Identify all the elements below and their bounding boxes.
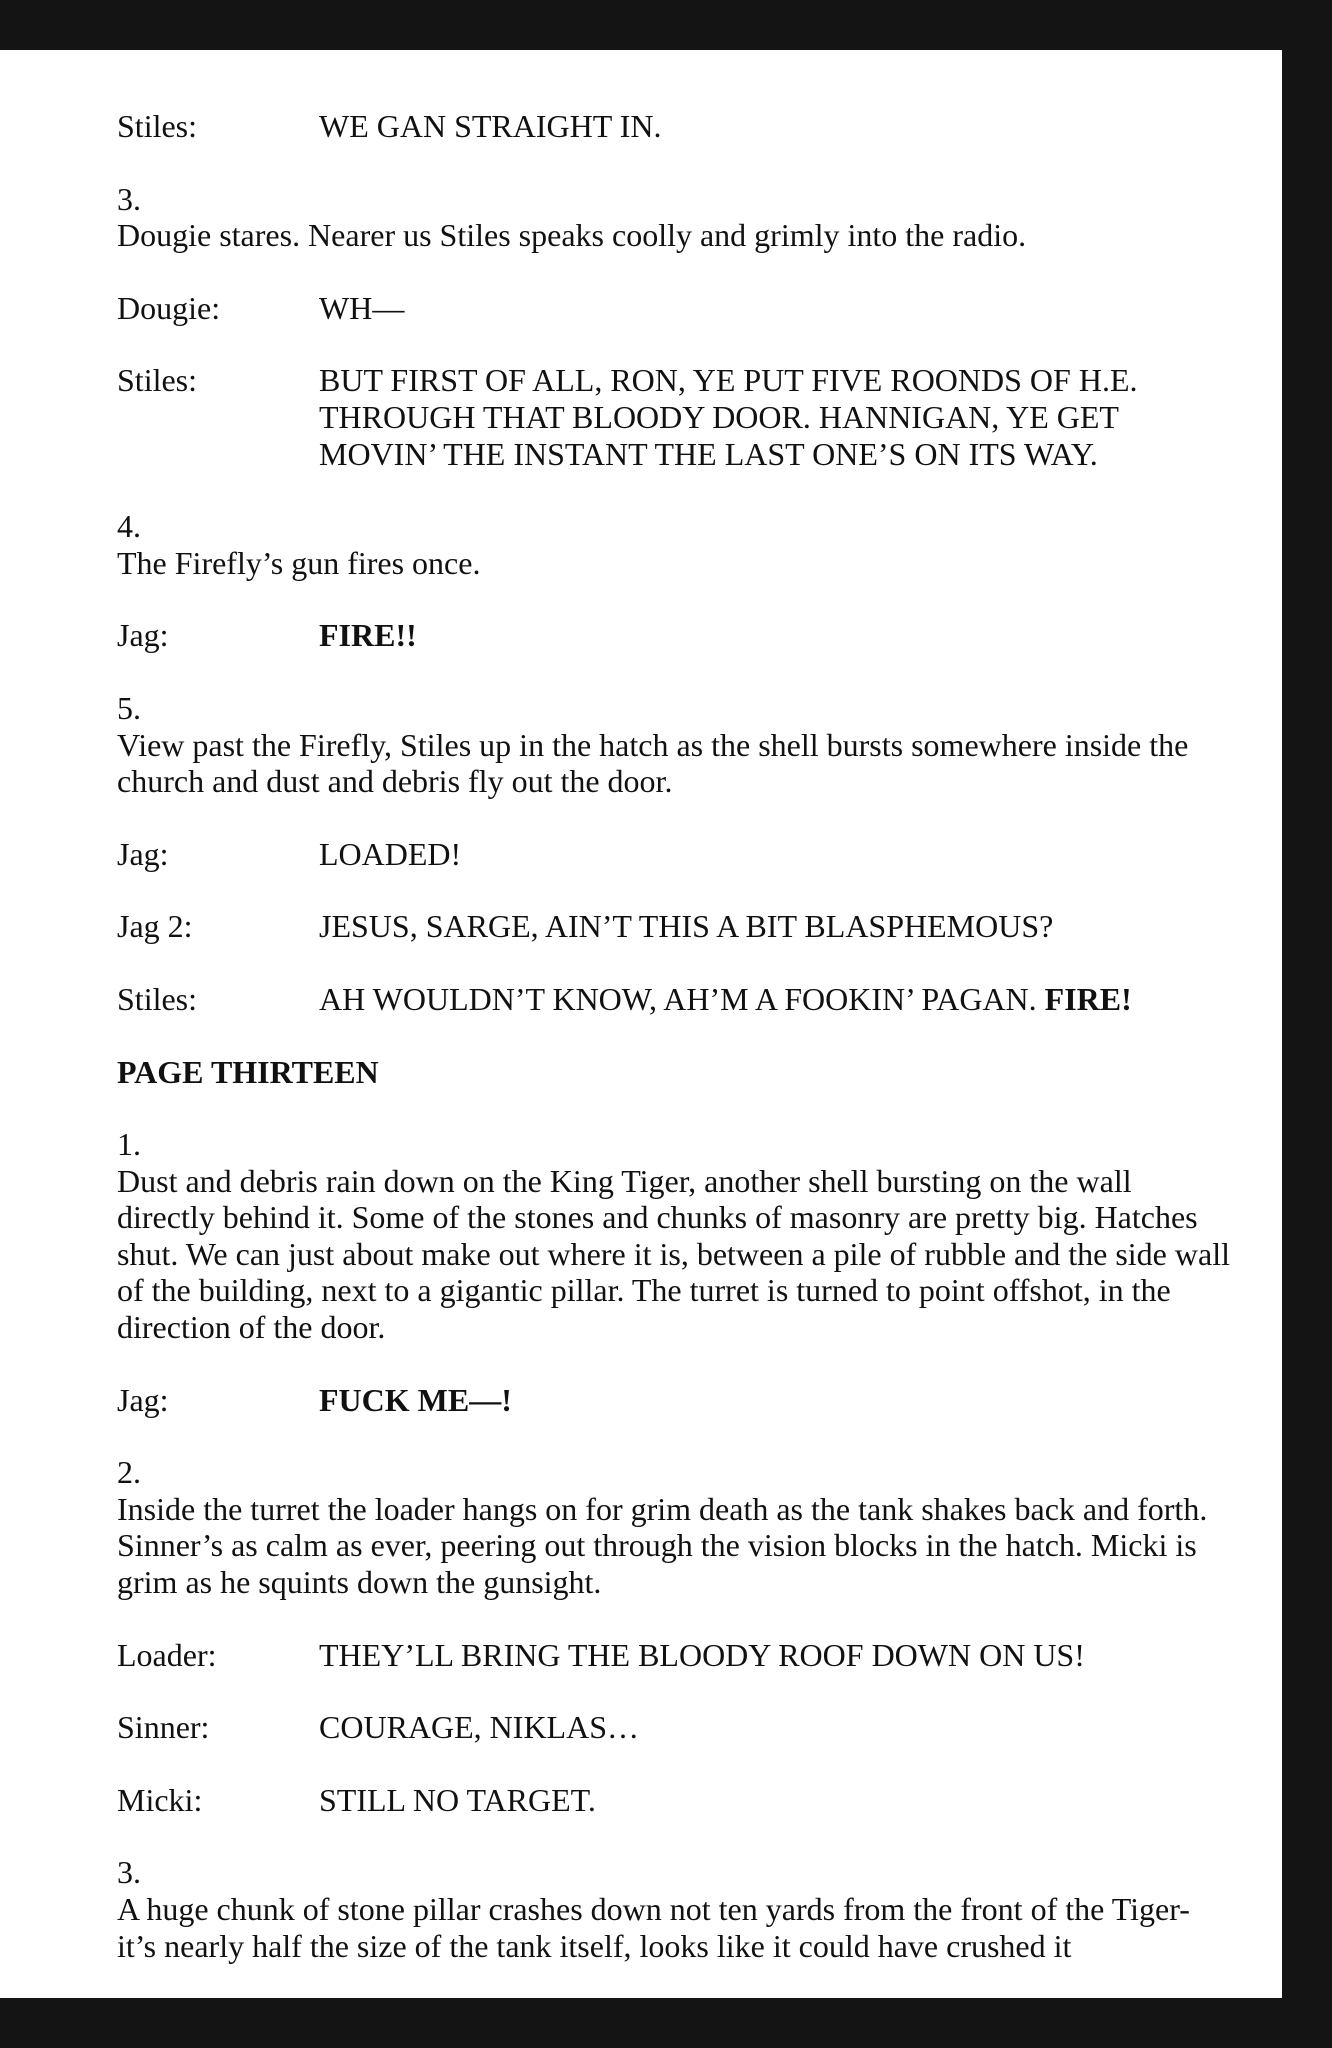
- panel-desc: The Firefly’s gun fires once.: [117, 544, 481, 581]
- dialogue-text-bold: FUCK ME—!: [319, 1381, 512, 1418]
- dialogue-line: [117, 290, 1237, 327]
- speaker-name: Jag:: [117, 1381, 169, 1418]
- dialogue-line: [117, 1782, 1237, 1819]
- dialogue-line: [117, 908, 1237, 945]
- panel-desc: A huge chunk of stone pillar crashes down not ten yards from the front of the Tiger- it’s nearly half the size of the tank itself, looks like it could have crushed it: [117, 1891, 1190, 1964]
- dialogue-text: THEY’LL BRING THE BLOODY ROOF DOWN ON US!: [319, 1636, 1085, 1673]
- dialogue-text: COURAGE, NIKLAS…: [319, 1709, 639, 1746]
- speaker-name: Jag 2:: [117, 908, 193, 945]
- panel-number: 3.: [117, 1854, 141, 1891]
- speaker-name: Stiles:: [117, 980, 198, 1017]
- dialogue-text: AH WOULDN’T KNOW, AH’M A FOOKIN’ PAGAN.: [319, 980, 1037, 1017]
- panel-desc: Dougie stares. Nearer us Stiles speaks coolly and grimly into the radio.: [117, 217, 1027, 254]
- panel-description: [117, 508, 1237, 581]
- dialogue-text: BUT FIRST OF ALL, RON, YE PUT FIVE ROONDS OF H.E. THROUGH THAT BLOODY DOOR. HANNIGAN, YE GET MOVIN’ THE INSTANT THE LAST ONE’S ON ITS WAY.: [319, 362, 1138, 472]
- dialogue-text-group: [319, 981, 1237, 1018]
- script-content: [117, 108, 1237, 1964]
- speaker-name: Stiles:: [117, 108, 198, 144]
- dialogue-text: LOADED!: [319, 835, 462, 872]
- dialogue-line: [117, 108, 1237, 145]
- panel-description: [117, 1854, 1237, 1964]
- dialogue-text-bold: FIRE!: [1044, 980, 1132, 1017]
- page-heading: PAGE THIRTEEN: [117, 1053, 379, 1090]
- speaker-name: Jag:: [117, 835, 169, 872]
- dialogue-line: [117, 1382, 1237, 1419]
- script-page: [0, 50, 1282, 1998]
- dialogue-line: [117, 981, 1237, 1018]
- dialogue-text: WH—: [319, 289, 405, 326]
- panel-description: [117, 1454, 1237, 1600]
- speaker-name: Micki:: [117, 1781, 203, 1818]
- panel-desc: Inside the turret the loader hangs on for grim death as the tank shakes back and forth. Sinner’s as calm as ever, peering out through the vision blocks in the hatch. Micki is grim as he squints down the gunsight.: [117, 1490, 1208, 1601]
- dialogue-line: [117, 1709, 1237, 1746]
- panel-number: 5.: [117, 689, 141, 726]
- dialogue-text: JESUS, SARGE, AIN’T THIS A BIT BLASPHEMOUS?: [319, 908, 1054, 945]
- dialogue-text: STILL NO TARGET.: [319, 1781, 596, 1818]
- speaker-name: Loader:: [117, 1636, 217, 1673]
- dialogue-line: [117, 617, 1237, 654]
- speaker-name: Jag:: [117, 617, 169, 654]
- panel-number: 1.: [117, 1126, 141, 1163]
- dialogue-line: [117, 362, 1237, 472]
- panel-desc: Dust and debris rain down on the King Tiger, another shell bursting on the wall directly behind it. Some of the stones and chunks of masonry are pretty big. Hatches shut. We can just about make out where it is, between a pile of rubble and the side wall of the building, next to a gigantic pillar. The turret is turned to point offshot, in the direction of the door.: [117, 1162, 1230, 1346]
- dialogue-text-bold: FIRE!!: [319, 617, 417, 654]
- panel-desc: View past the Firefly, Stiles up in the hatch as the shell bursts somewhere inside the church and dust and debris fly out the door.: [117, 726, 1189, 800]
- dialogue-line: [117, 1637, 1237, 1674]
- panel-number: 4.: [117, 508, 141, 545]
- panel-description: [117, 1126, 1237, 1346]
- dialogue-line: [117, 836, 1237, 873]
- speaker-name: Dougie:: [117, 289, 221, 326]
- panel-description: [117, 690, 1237, 800]
- panel-description: [117, 181, 1237, 254]
- panel-number: 3.: [117, 180, 141, 217]
- panel-number: 2.: [117, 1454, 141, 1491]
- dialogue-text: WE GAN STRAIGHT IN.: [319, 108, 662, 144]
- speaker-name: Sinner:: [117, 1709, 210, 1746]
- speaker-name: Stiles:: [117, 362, 198, 399]
